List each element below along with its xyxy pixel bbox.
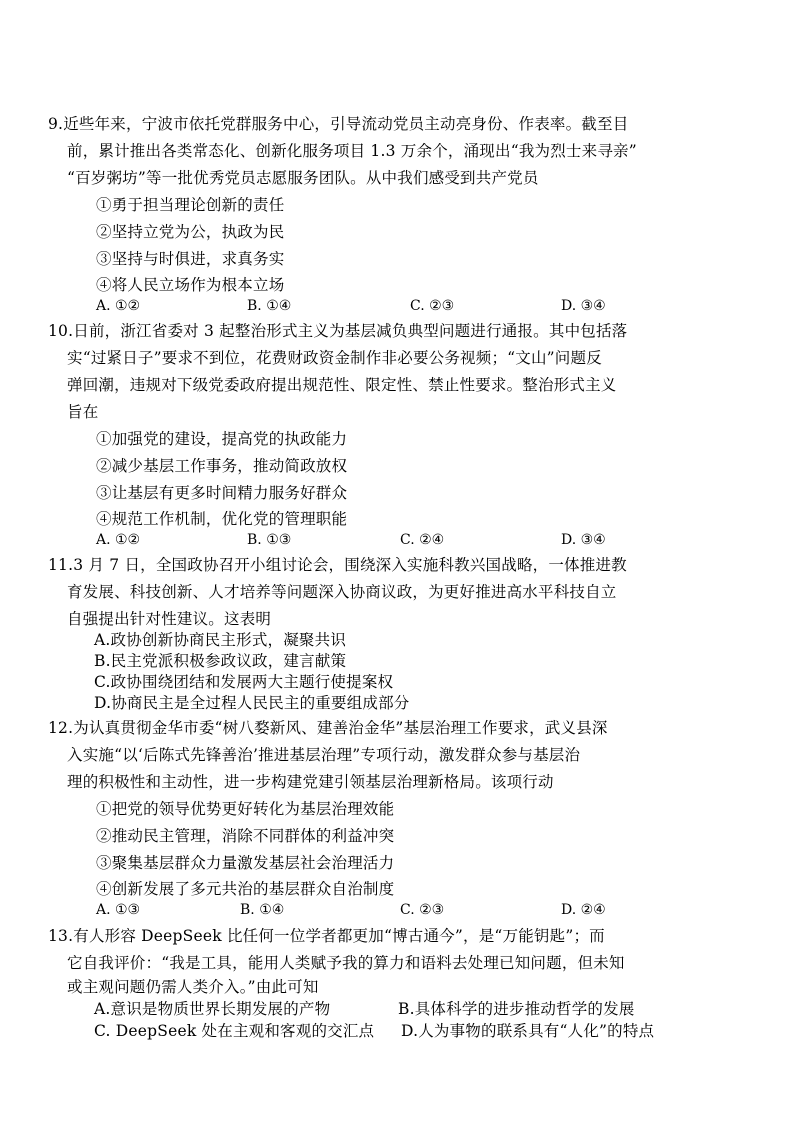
- option-a[interactable]: A. ①②: [96, 298, 141, 314]
- question-10-item: ①加强党的建设，提高党的执政能力: [96, 430, 348, 448]
- question-10-stem-line: 实“过紧日子”要求不到位，花费财政资金制作非必要公务视频；“文山”问题反: [67, 349, 602, 367]
- question-10-item: ③让基层有更多时间精力服务好群众: [96, 484, 348, 502]
- question-11-stem-line: 11.3 月 7 日，全国政协召开小组讨论会，围绕深入实施科教兴国战略，一体推进教: [48, 556, 627, 574]
- question-13-option-a[interactable]: A.意识是物质世界长期发展的产物: [94, 1000, 331, 1018]
- question-11-option-c[interactable]: C.政协围绕团结和发展两大主题行使提案权: [94, 673, 394, 691]
- question-11-option-a[interactable]: A.政协创新协商民主形式，凝聚共识: [94, 631, 347, 649]
- question-10-item: ②减少基层工作事务，推动简政放权: [96, 457, 348, 475]
- question-12-item: ③聚集基层群众力量激发基层社会治理活力: [96, 854, 395, 872]
- question-9-item: ①勇于担当理论创新的责任: [96, 196, 285, 214]
- question-12-stem-line: 入实施“以‘后陈式先锋善治’推进基层治理”专项行动，激发群众参与基层治: [67, 746, 581, 764]
- question-11-option-b[interactable]: B.民主党派积极参政议政，建言献策: [94, 652, 347, 670]
- question-9-stem-line: 9.近些年来，宁波市依托党群服务中心，引导流动党员主动亮身份、作表率。截至目: [48, 115, 629, 133]
- question-9-item: ④将人民立场作为根本立场: [96, 276, 285, 294]
- question-11-stem-line: 自强提出针对性建议。这表明: [67, 610, 272, 628]
- option-b[interactable]: B. ①④: [240, 902, 285, 918]
- question-11-option-d[interactable]: D.协商民主是全过程人民民主的重要组成部分: [94, 694, 410, 712]
- option-b[interactable]: B. ①③: [247, 532, 292, 548]
- question-9-stem-line: “百岁粥坊”等一批优秀党员志愿服务团队。从中我们感受到共产党员: [67, 169, 539, 187]
- option-b[interactable]: B. ①④: [247, 298, 292, 314]
- option-d[interactable]: D. ③④: [561, 532, 606, 548]
- option-c[interactable]: C. ②③: [400, 902, 445, 918]
- option-d[interactable]: D. ③④: [561, 298, 606, 314]
- option-a[interactable]: A. ①②: [96, 532, 141, 548]
- question-10-stem-line: 弹回潮，违规对下级党委政府提出规范性、限定性、禁止性要求。整治形式主义: [67, 376, 617, 394]
- question-11-stem-line: 育发展、科技创新、人才培养等问题深入协商议政，为更好推进高水平科技自立: [67, 583, 617, 601]
- question-12-stem-line: 理的积极性和主动性，进一步构建党建引领基层治理新格局。该项行动: [67, 773, 554, 791]
- question-9-item: ②坚持立党为公，执政为民: [96, 223, 285, 241]
- option-d[interactable]: D. ②④: [561, 902, 606, 918]
- question-12-item: ①把党的领导优势更好转化为基层治理效能: [96, 800, 395, 818]
- question-9-options: [0, 295, 793, 317]
- question-13-stem-line: 它自我评价：“我是工具，能用人类赋予我的算力和语料去处理已知问题，但未知: [67, 954, 625, 972]
- question-10-stem-line: 旨在: [67, 403, 99, 421]
- option-c[interactable]: C. ②③: [410, 298, 455, 314]
- question-9-stem-line: 前，累计推出各类常态化、创新化服务项目 1.3 万余个，涌现出“我为烈士来寻亲”: [67, 142, 637, 160]
- question-10-item: ④规范工作机制，优化党的管理职能: [96, 510, 348, 528]
- question-9-item: ③坚持与时俱进，求真务实: [96, 250, 285, 268]
- question-13-option-d[interactable]: D.人为事物的联系具有“人化”的特点: [401, 1022, 655, 1040]
- question-10-options: [0, 529, 793, 551]
- question-12-item: ④创新发展了多元共治的基层群众自治制度: [96, 880, 395, 898]
- question-12-item: ②推动民主管理，消除不同群体的利益冲突: [96, 827, 395, 845]
- question-13-stem-line: 13.有人形容 DeepSeek 比任何一位学者都更加“博古通今”，是“万能钥匙”；而: [48, 927, 605, 945]
- question-12-stem-line: 12.为认真贯彻金华市委“树八婺新风、建善治金华”基层治理工作要求，武义县深: [48, 719, 608, 737]
- option-c[interactable]: C. ②④: [400, 532, 445, 548]
- question-12-options: [0, 899, 793, 921]
- question-13-stem-line: 或主观问题仍需人类介入。”由此可知: [67, 978, 319, 996]
- question-13-option-c[interactable]: C. DeepSeek 处在主观和客观的交汇点: [94, 1022, 375, 1040]
- question-13-option-b[interactable]: B.具体科学的进步推动哲学的发展: [398, 1000, 635, 1018]
- option-a[interactable]: A. ①③: [96, 902, 141, 918]
- question-10-stem-line: 10.日前，浙江省委对 3 起整治形式主义为基层减负典型问题进行通报。其中包括落: [48, 322, 628, 340]
